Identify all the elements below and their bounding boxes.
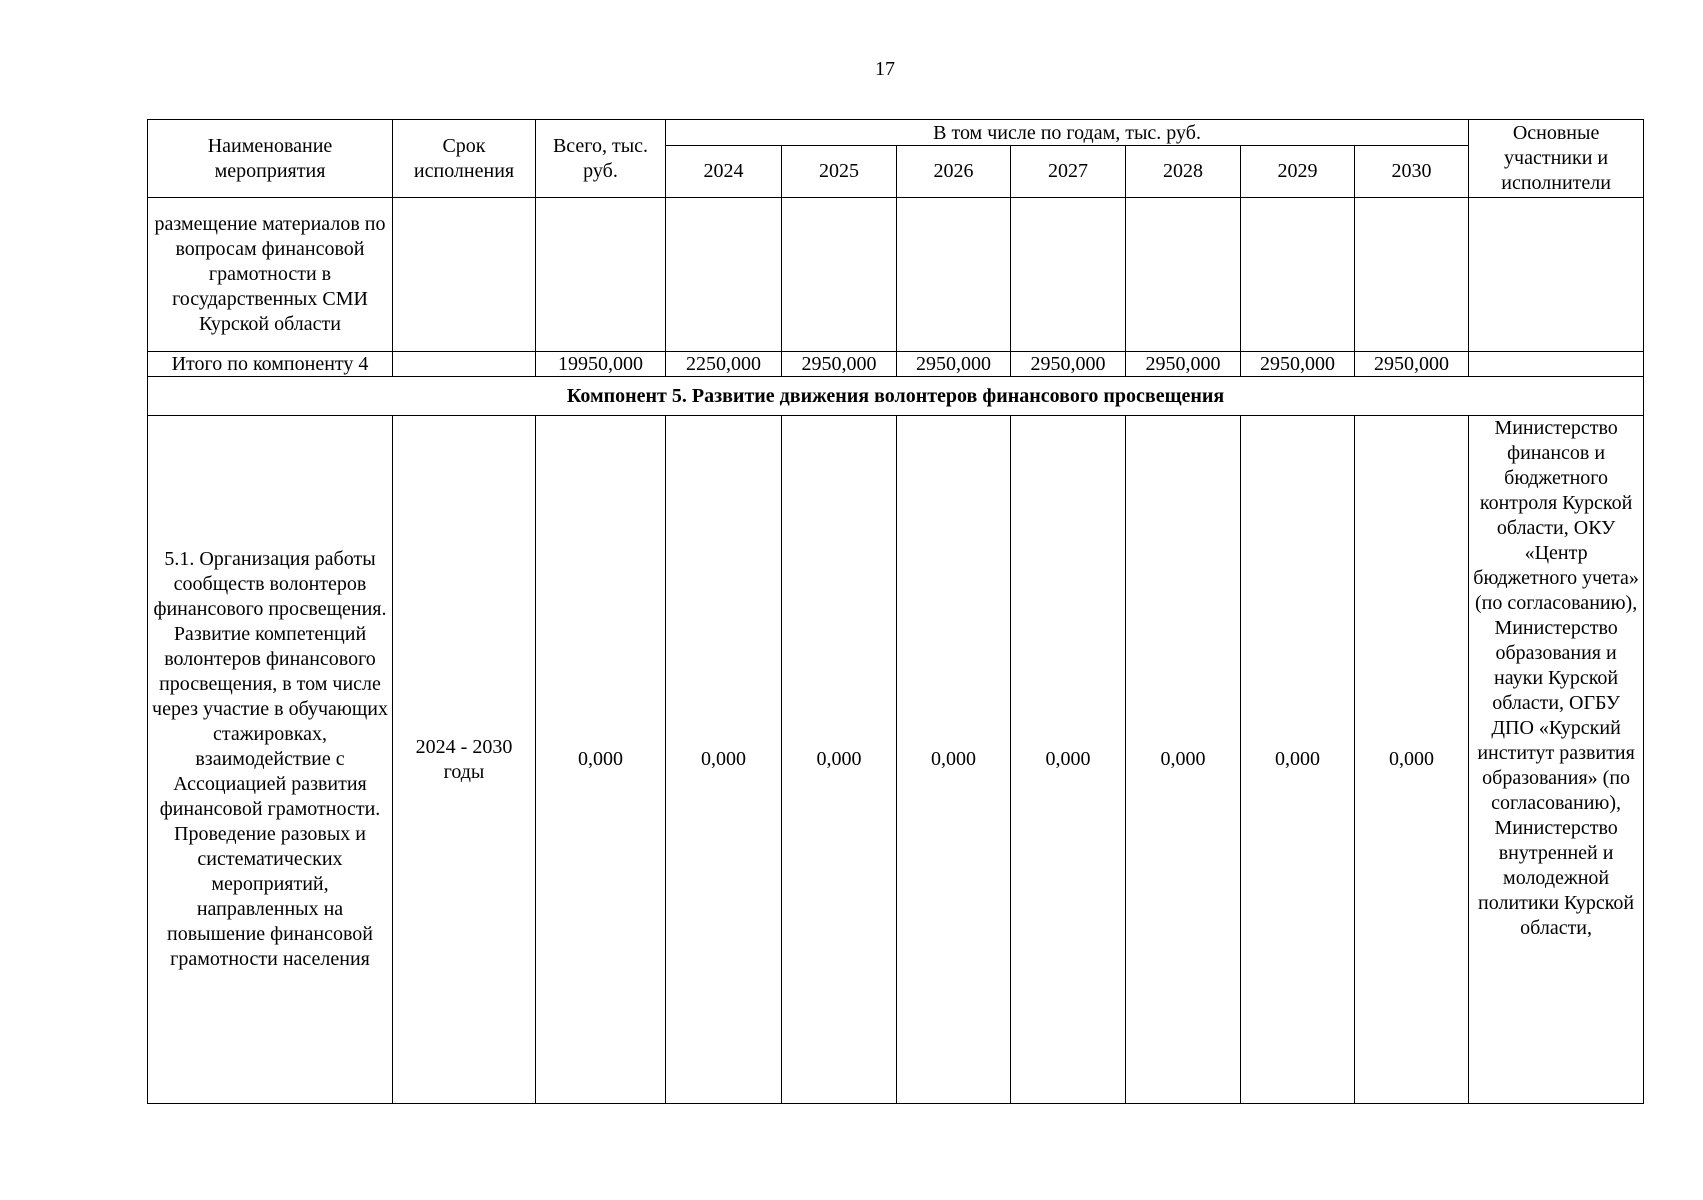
header-year-2026: 2026 (897, 146, 1011, 198)
header-year-2028: 2028 (1126, 146, 1241, 198)
activity-5-1-value-2030: 0,000 (1355, 416, 1469, 1104)
header-year-2025: 2025 (782, 146, 897, 198)
component4-value-2028: 2950,000 (1126, 352, 1241, 377)
activity-5-1-value-2027: 0,000 (1011, 416, 1126, 1104)
component4-value-2025: 2950,000 (782, 352, 897, 377)
component5-title: Компонент 5. Развитие движения волонтеров финансового просвещения (148, 377, 1644, 416)
activity-5-1-value-2028: 0,000 (1126, 416, 1241, 1104)
empty-cell (897, 198, 1011, 352)
empty-cell (1241, 198, 1355, 352)
budget-table (147, 119, 1644, 1104)
empty-cell (666, 198, 782, 352)
activity-5-1-term: 2024 - 2030 годы (393, 416, 536, 1104)
component4-value-2029: 2950,000 (1241, 352, 1355, 377)
empty-cell (782, 198, 897, 352)
header-name: Наименование мероприятия (148, 120, 393, 198)
empty-cell (536, 198, 666, 352)
header-term: Срок исполнения (393, 120, 536, 198)
empty-cell (393, 198, 536, 352)
header-total: Всего, тыс. руб. (536, 120, 666, 198)
header-year-2027: 2027 (1011, 146, 1126, 198)
activity-5-1-total: 0,000 (536, 416, 666, 1104)
activity-5-1-value-2024: 0,000 (666, 416, 782, 1104)
empty-cell (1469, 352, 1644, 377)
component4-value-2030: 2950,000 (1355, 352, 1469, 377)
empty-cell (393, 352, 536, 377)
page-number: 17 (875, 58, 895, 80)
activity-5-1-value-2026: 0,000 (897, 416, 1011, 1104)
header-year-2030: 2030 (1355, 146, 1469, 198)
empty-cell (1011, 198, 1126, 352)
empty-cell (1469, 198, 1644, 352)
component4-value-2027: 2950,000 (1011, 352, 1126, 377)
activity-5-1-value-2025: 0,000 (782, 416, 897, 1104)
table-row-continued (148, 198, 1644, 352)
header-participants: Основные участники и исполнители (1469, 120, 1644, 198)
activity-5-1-name: 5.1. Организация работы сообществ волонтеров финансового просвещения. Развитие компетенций волонтеров финансового просвещения, в том числе через участие в обучающих стажировках, взаимодействие с Ассоциацией развития финансовой грамотности. Проведение разовых и систематических мероприятий, направленных на повышение финансовой грамотности населения (148, 416, 393, 1104)
header-year-2029: 2029 (1241, 146, 1355, 198)
component4-total-label: Итого по компоненту 4 (148, 352, 393, 377)
component4-total-sum: 19950,000 (536, 352, 666, 377)
activity-5-1-value-2029: 0,000 (1241, 416, 1355, 1104)
table-row-component4-total (148, 352, 1644, 377)
header-year-2024: 2024 (666, 146, 782, 198)
header-years-group: В том числе по годам, тыс. руб. (666, 120, 1469, 146)
table-row-activity-5-1 (148, 416, 1644, 1104)
empty-cell (1126, 198, 1241, 352)
component4-value-2026: 2950,000 (897, 352, 1011, 377)
header-row (148, 120, 1644, 146)
empty-cell (1355, 198, 1469, 352)
continued-activity-name: размещение материалов по вопросам финансовой грамотности в государственных СМИ Курской области (148, 198, 393, 352)
component4-value-2024: 2250,000 (666, 352, 782, 377)
table-row-component5-title (148, 377, 1644, 416)
activity-5-1-participants: Министерство финансов и бюджетного контроля Курской области, ОКУ «Центр бюджетного учета» (по согласованию), Министерство образования и науки Курской области, ОГБУ ДПО «Курский институт развития образования» (по согласованию), Министерство внутренней и молодежной политики Курской области, (1469, 416, 1644, 1104)
